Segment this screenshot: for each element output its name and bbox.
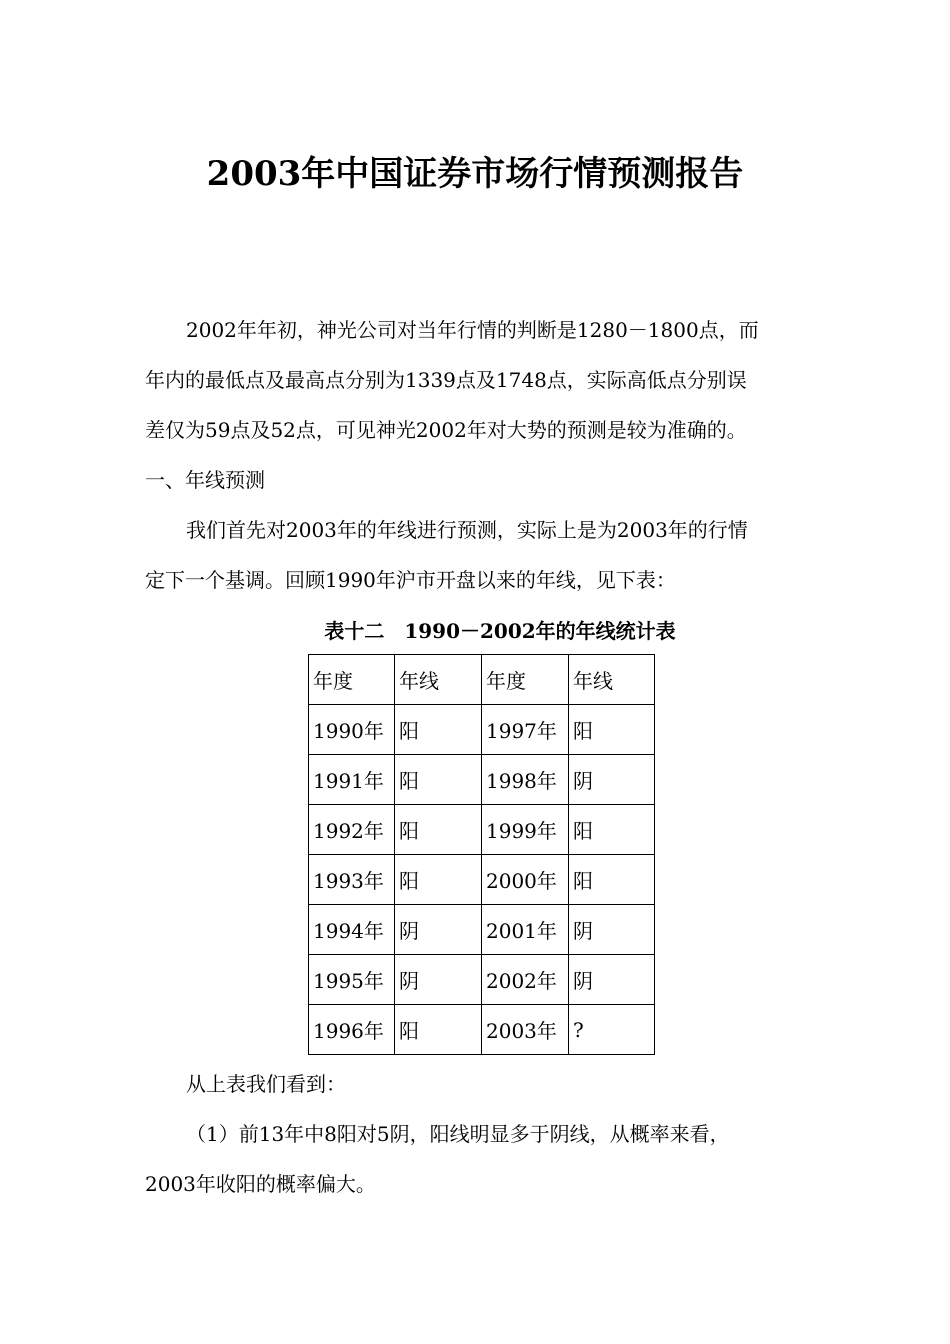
header-cell: 年线 [395, 655, 482, 705]
table-row [309, 1005, 655, 1055]
paragraph-line: 定下一个基调。回顾1990年沪市开盘以来的年线，见下表： [145, 568, 676, 592]
intro-paragraph [145, 305, 835, 455]
table-cell: 2002年 [482, 955, 569, 1005]
paragraph-line: 我们首先对2003年的年线进行预测，实际上是为2003年的行情 [186, 518, 748, 542]
table-cell: 阴 [395, 955, 482, 1005]
after-table-text [145, 1059, 835, 1109]
header-cell: 年度 [309, 655, 395, 705]
table-cell: 2003年 [482, 1005, 569, 1055]
table-row [309, 955, 655, 1005]
table-cell: 阳 [569, 855, 655, 905]
table-cell: 2001年 [482, 905, 569, 955]
document-title: 2003年中国证券市场行情预测报告 [206, 154, 744, 194]
header-cell: 年线 [569, 655, 655, 705]
intro-line: 差仅为59点及52点，可见神光2002年对大势的预测是较为准确的。 [145, 418, 747, 442]
paragraph-line: （1）前13年中8阳对5阴，阳线明显多于阴线，从概率来看， [186, 1122, 730, 1146]
section-heading: 一、年线预测 [145, 468, 265, 492]
table-cell: 1993年 [309, 855, 395, 905]
table-cell: 1998年 [482, 755, 569, 805]
table-cell: 阳 [395, 755, 482, 805]
table-cell: 1991年 [309, 755, 395, 805]
point-1-paragraph [145, 1109, 835, 1209]
annual-line-table [308, 654, 655, 1055]
table-row [309, 755, 655, 805]
table-cell: 阴 [569, 955, 655, 1005]
table-cell: 阳 [395, 1005, 482, 1055]
table-caption: 表十二 1990－2002年的年线统计表 [324, 619, 676, 643]
intro-line: 2002年年初，神光公司对当年行情的判断是1280－1800点，而 [186, 318, 759, 342]
header-cell: 年度 [482, 655, 569, 705]
table-row [309, 905, 655, 955]
table-cell: 1992年 [309, 805, 395, 855]
table-cell: 阳 [395, 705, 482, 755]
table-cell: 阴 [569, 755, 655, 805]
table-row [309, 855, 655, 905]
table-row [309, 705, 655, 755]
paragraph-line: 2003年收阳的概率偏大。 [145, 1172, 376, 1196]
table-cell: 2000年 [482, 855, 569, 905]
table-cell: 1995年 [309, 955, 395, 1005]
table-cell: 阳 [569, 705, 655, 755]
table-cell: 1999年 [482, 805, 569, 855]
table-cell: 1996年 [309, 1005, 395, 1055]
paragraph-line: 从上表我们看到： [186, 1072, 346, 1096]
table-cell: 阳 [395, 855, 482, 905]
table-row [309, 805, 655, 855]
table-cell: 1994年 [309, 905, 395, 955]
table-header-row [309, 655, 655, 705]
table-cell: 1990年 [309, 705, 395, 755]
table-cell: ? [569, 1005, 655, 1055]
intro-line: 年内的最低点及最高点分别为1339点及1748点，实际高低点分别误 [145, 368, 747, 392]
table-cell: 阳 [569, 805, 655, 855]
table-cell: 1997年 [482, 705, 569, 755]
table-cell: 阴 [395, 905, 482, 955]
paragraph-annual-forecast [145, 505, 835, 605]
table-cell: 阴 [569, 905, 655, 955]
table-cell: 阳 [395, 805, 482, 855]
